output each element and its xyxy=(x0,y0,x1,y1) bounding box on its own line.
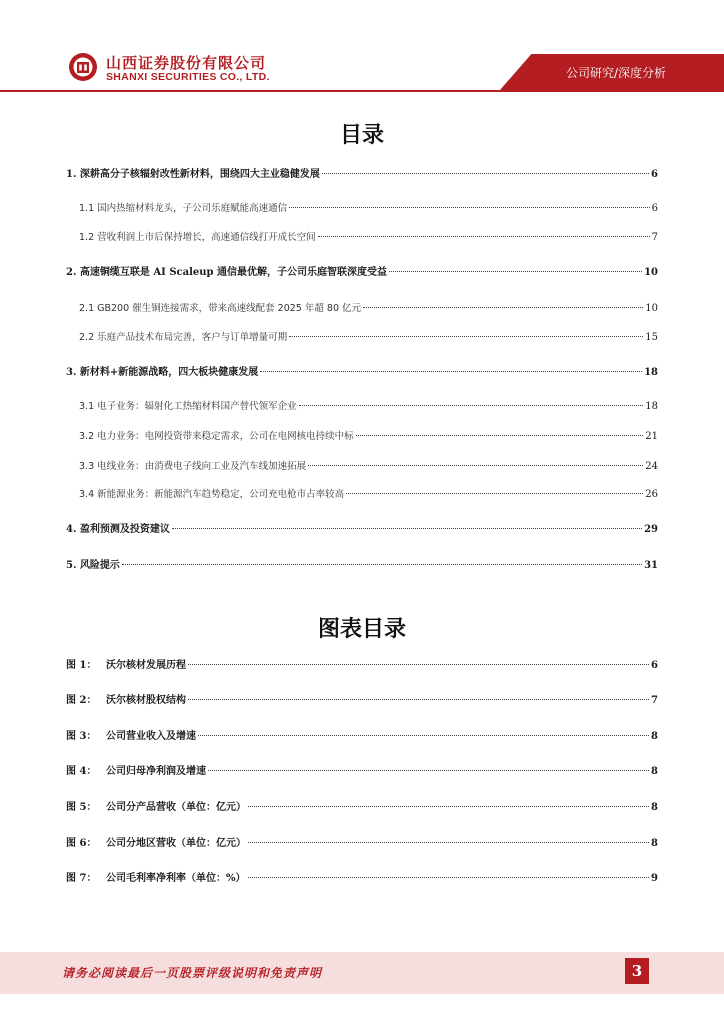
toc-subentry[interactable] xyxy=(79,428,658,446)
figure-entry[interactable] xyxy=(66,835,658,853)
toc-title: 目录 xyxy=(339,123,384,148)
figure-title: 沃尔核材发展历程 xyxy=(106,660,186,671)
toc-entry[interactable] xyxy=(66,166,658,184)
toc-subentry[interactable] xyxy=(79,329,658,347)
dot-leader xyxy=(308,465,643,466)
toc-subentry[interactable] xyxy=(79,398,658,416)
toc-subentry[interactable] xyxy=(79,300,658,318)
toc-entry-page: 29 xyxy=(644,524,658,535)
toc-entry-label: 2.2 乐庭产品技术布局完善，客户与订单增量可期 xyxy=(79,332,288,343)
toc-subentry[interactable] xyxy=(79,458,658,476)
dot-leader xyxy=(248,877,650,878)
toc-entry-page: 6 xyxy=(651,169,658,180)
dot-leader xyxy=(299,405,644,406)
dot-leader xyxy=(289,207,649,208)
toc-entry-page: 7 xyxy=(651,232,658,243)
toc-entry-page: 26 xyxy=(645,489,658,500)
figure-page: 9 xyxy=(651,873,658,884)
dot-leader xyxy=(188,664,649,665)
figure-number: 图 4： xyxy=(66,766,97,777)
figure-title: 公司分产品营收（单位：亿元） xyxy=(106,802,246,813)
figure-page: 8 xyxy=(651,766,658,777)
figure-entry[interactable] xyxy=(66,728,658,746)
dot-leader xyxy=(248,842,649,843)
figure-list-title: 图表目录 xyxy=(317,617,406,642)
toc-entry-label: 3. 新材料+新能源战略，四大板块健康发展 xyxy=(66,367,259,378)
figure-number: 图 2： xyxy=(66,695,97,706)
toc-entry-label: 1. 深耕高分子核辐射改性新材料，围绕四大主业稳健发展 xyxy=(66,169,320,180)
figure-entry[interactable] xyxy=(66,692,658,710)
toc-entry-label: 4. 盈利预测及投资建议 xyxy=(66,524,170,535)
company-name-en: SHANXI SECURITIES CO., LTD. xyxy=(106,71,270,83)
toc-entry-page: 24 xyxy=(645,461,658,472)
dot-leader xyxy=(322,173,649,174)
dot-leader xyxy=(318,236,650,237)
figure-title: 公司营业收入及增速 xyxy=(106,731,196,742)
header-divider xyxy=(0,90,724,92)
toc-entry-page: 15 xyxy=(645,332,658,343)
page-header xyxy=(0,0,724,100)
figure-number: 图 3： xyxy=(66,731,97,742)
dot-leader xyxy=(122,564,642,565)
toc-entry[interactable] xyxy=(66,557,658,575)
figure-page: 7 xyxy=(651,695,658,706)
figure-number: 图 7： xyxy=(66,873,97,884)
dot-leader xyxy=(172,528,642,529)
toc-entry-page: 21 xyxy=(645,431,658,442)
figure-entry[interactable] xyxy=(66,763,658,781)
page-number: 3 xyxy=(625,958,649,984)
toc-entry-label: 3.1 电子业务：辐射化工热缩材料国产替代领军企业 xyxy=(79,401,297,412)
toc-entry-page: 18 xyxy=(644,367,658,378)
toc-entry-label: 5. 风险提示 xyxy=(66,560,120,571)
figure-title: 公司毛利率净利率（单位：%） xyxy=(106,873,246,884)
figure-number: 图 6： xyxy=(66,838,97,849)
toc-entry-page: 31 xyxy=(644,560,658,571)
figure-entry[interactable] xyxy=(66,657,658,675)
figure-page: 6 xyxy=(651,660,658,671)
toc-subentry[interactable] xyxy=(79,486,658,504)
figure-title: 公司分地区营收（单位：亿元） xyxy=(106,838,246,849)
toc-entry[interactable] xyxy=(66,264,658,282)
toc-entry-label: 2. 高速铜缆互联是 AI Scaleup 通信最优解，子公司乐庭智联深度受益 xyxy=(66,267,388,278)
figure-page: 8 xyxy=(651,731,658,742)
figure-entry[interactable] xyxy=(66,799,658,817)
company-logo-icon xyxy=(68,52,98,82)
toc-subentry[interactable] xyxy=(79,200,658,218)
dot-leader xyxy=(389,271,642,272)
figure-number: 图 5： xyxy=(66,802,97,813)
figure-page: 8 xyxy=(651,838,658,849)
toc-entry[interactable] xyxy=(66,521,658,539)
toc-entry-label: 2.1 GB200 催生铜连接需求，带来高速线配套 2025 年超 80 亿元 xyxy=(79,303,362,314)
figure-title: 公司归母净利润及增速 xyxy=(106,766,206,777)
toc-entry-label: 1.2 营收利润上市后保持增长，高速通信线打开成长空间 xyxy=(79,232,316,243)
toc-entry-label: 3.4 新能源业务：新能源汽车趋势稳定，公司充电枪市占率较高 xyxy=(79,489,345,500)
dot-leader xyxy=(363,307,643,308)
toc-entry-label: 3.3 电线业务：由消费电子线向工业及汽车线加速拓展 xyxy=(79,461,307,472)
dot-leader xyxy=(208,770,649,771)
dot-leader xyxy=(248,806,649,807)
toc-entry-page: 18 xyxy=(645,401,658,412)
toc-entry-page: 6 xyxy=(651,203,658,214)
company-name-cn: 山西证券股份有限公司 xyxy=(106,54,267,72)
figure-number: 图 1： xyxy=(66,660,97,671)
figure-title: 沃尔核材股权结构 xyxy=(106,695,186,706)
figure-entry[interactable] xyxy=(66,870,658,888)
disclaimer-note: 请务必阅读最后一页股票评级说明和免责声明 xyxy=(62,966,323,980)
toc-entry-page: 10 xyxy=(644,267,658,278)
dot-leader xyxy=(289,336,643,337)
report-type-label: 公司研究/深度分析 xyxy=(565,66,666,80)
dot-leader xyxy=(260,371,642,372)
figure-page: 8 xyxy=(651,802,658,813)
toc-entry-label: 3.2 电力业务：电网投资带来稳定需求，公司在电网核电持续中标 xyxy=(79,431,354,442)
toc-entry[interactable] xyxy=(66,364,658,382)
dot-leader xyxy=(188,699,649,700)
toc-entry-label: 1.1 国内热缩材料龙头，子公司乐庭赋能高速通信 xyxy=(79,203,288,214)
dot-leader xyxy=(346,493,643,494)
toc-subentry[interactable] xyxy=(79,229,658,247)
toc-entry-page: 10 xyxy=(645,303,658,314)
dot-leader xyxy=(356,435,644,436)
dot-leader xyxy=(198,735,649,736)
